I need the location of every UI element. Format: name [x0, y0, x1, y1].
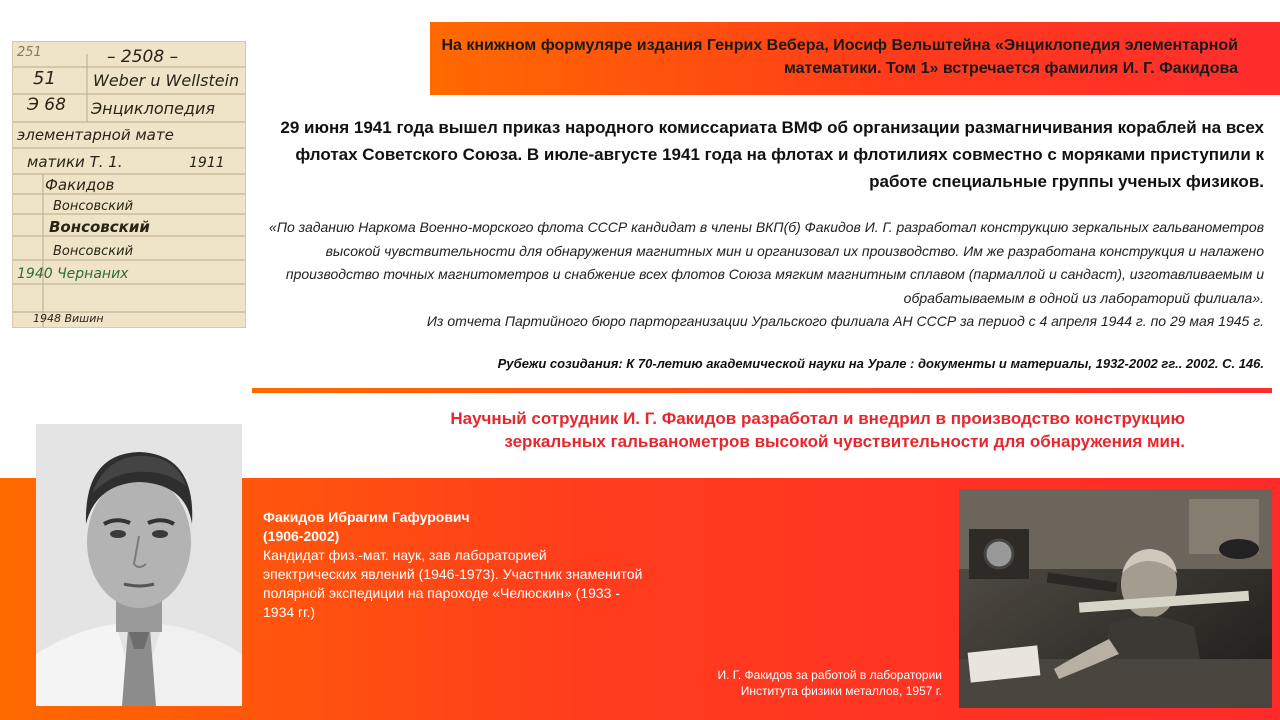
portrait-drawing — [36, 424, 242, 706]
intro-text: 29 июня 1941 года вышел приказ народного комиссариата ВМФ об организации размагничивания кораблей на всех флотах Советского Союза. В июле-августе 1941 года на флотах и флотилиях совместно с моряками приступили к работе специальные группы ученых физиков. — [280, 118, 1264, 191]
svg-text:251: 251 — [17, 45, 42, 60]
top-banner — [430, 22, 1280, 95]
highlight-line-1: Научный сотрудник И. Г. Факидов разработал и внедрил в производство конструкцию — [450, 409, 1185, 428]
svg-text:Вонсовский: Вонсовский — [49, 218, 150, 236]
quote-block — [252, 216, 1264, 334]
bio-text: Кандидат физ.-мат. наук, зав лабораторией эпектрических явлений (1946-1973). Участник знаменитой полярной экспедиции на пароходе «Челюскин» (1933 - 1934 гг.) — [263, 547, 643, 620]
bio-name: Факидов Ибрагим Гафурович — [263, 509, 470, 525]
svg-text:элементарной мате: элементарной мате — [17, 126, 174, 144]
svg-text:1948 Вишин: 1948 Вишин — [33, 312, 104, 325]
portrait-photo — [36, 424, 242, 706]
highlight-line-2: зеркальных гальванометров высокой чувствительности для обнаружения мин. — [504, 432, 1185, 451]
quote-text: «По заданию Наркома Военно-морского флота СССР кандидат в члены ВКП(б) Факидов И. Г. разработал конструкцию зеркальных гальванометров высокой чувствительности для обнаружения магнитных мин и организовал их производство. Им же разработана конструкция и налажено производство точных магнитометров и снабжение всех флотов Союза мягким магнитным сплавом (пармаллой и сандаст), изготавливаемым и обрабатываемым в одной из лабораторий филиала». — [269, 219, 1264, 306]
svg-text:матики Т. 1.: матики Т. 1. — [27, 153, 123, 171]
library-card-image — [12, 41, 246, 328]
section-divider — [252, 388, 1272, 393]
lab-caption-line-1: И. Г. Факидов за работой в лаборатории — [717, 668, 942, 682]
svg-text:Факидов: Факидов — [45, 176, 115, 194]
svg-text:Вонсовский: Вонсовский — [53, 244, 134, 259]
citation: Рубежи созидания: К 70-летию академической науки на Урале : документы и материалы, 1932-2002 гг.. 2002. С. 146. — [497, 356, 1264, 371]
lab-photo — [959, 489, 1272, 708]
library-card-drawing — [13, 42, 245, 327]
svg-text:51: 51 — [33, 68, 56, 89]
lab-drawing — [959, 489, 1272, 708]
svg-text:1911: 1911 — [189, 155, 225, 171]
banner-text: На книжном формуляре издания Генрих Вебера, Иосиф Вельштейна «Энциклопедия элементарной математики. Том 1» встречается фамилия И. Г. Факидова — [441, 37, 1238, 77]
lab-photo-caption — [640, 667, 942, 699]
bio — [263, 508, 643, 622]
svg-text:Weber u Wellstein: Weber u Wellstein — [93, 71, 240, 90]
svg-text:Вонсовский: Вонсовский — [53, 199, 134, 214]
bio-years: (1906-2002) — [263, 528, 340, 544]
svg-text:Энциклопедия: Энциклопедия — [91, 99, 215, 118]
lab-caption-line-2: Института физики металлов, 1957 г. — [740, 684, 942, 698]
highlight-statement — [300, 407, 1185, 453]
svg-text:1940 Чернаних: 1940 Чернаних — [17, 266, 129, 282]
svg-text:– 2508 –: – 2508 – — [107, 47, 179, 67]
quote-source: Из отчета Партийного бюро парторганизации Уральского филиала АН СССР за период с 4 апреля 1944 г. по 29 мая 1945 г. — [426, 313, 1264, 329]
svg-text:Э 68: Э 68 — [27, 95, 66, 115]
